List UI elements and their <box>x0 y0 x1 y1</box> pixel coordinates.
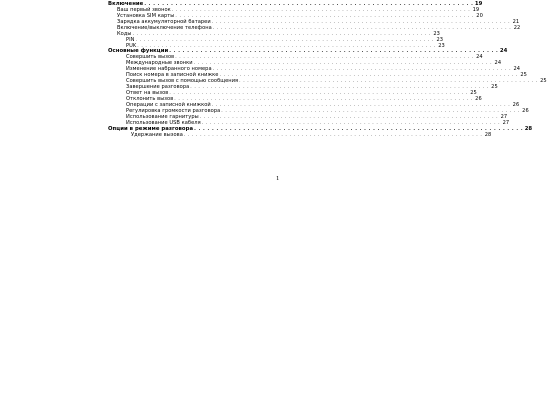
toc-entry-label: Использование USB кабеля <box>126 119 201 126</box>
toc-leader-dots: . . . . . . . . . . . . . . . . . . . . . . . . . . . . . . . . . . . . . . . . . . . . . . . . . . . . . . . . . . . . . . . . . . . . . . . . . . <box>144 1 474 7</box>
toc-leader-dots: . . . . . . . . . . . . . . . . . . . . . . . . . . . . . . . . . . . . . . . . . . . . . . . . . . . . . . . . . . . . . . . . . . . . . . . . . . <box>239 79 538 85</box>
toc-entry-page: 23 <box>433 30 440 37</box>
toc-entry-label: Регулировка громкости разговора <box>126 107 221 114</box>
toc-leader-dots: . . . . . . . . . . . . . . . . . . . . . . . . . . . . . . . . . . . . . . . . . . . . . . . . . . . . . . . . . . . . . . . . . . . . . . . . . . <box>174 96 473 102</box>
toc-entry-page: 24 <box>499 48 508 55</box>
toc-entry-page: 25 <box>491 84 498 91</box>
toc-entry-label: Завершение разговора <box>126 84 190 91</box>
toc-entry-page: 21 <box>512 18 520 25</box>
toc-leader-dots: . . . . . . . . . . . . . . . . . . . . . . . . . . . . . . . . . . . . . . . . . . . . . . . . . . . . . . . . . . . . . . . . . . . . . . . . . . <box>211 19 511 25</box>
toc-leader-dots: . . . . . . . . . . . . . . . . . . . . . . . . . . . . . . . . . . . . . . . . . . . . . . . . . . . . . . . . . . . . . . . . . . . . . . . . . . <box>175 13 474 19</box>
toc-leader-dots: . . . . . . . . . . . . . . . . . . . . . . . . . . . . . . . . . . . . . . . . . . . . . . . . . . . . . . . . . . . . . . . . . . . . . . . . . . <box>193 61 493 67</box>
toc-entry-page: 22 <box>513 24 521 31</box>
toc-entry-label: Основные функции <box>108 48 169 55</box>
toc-leader-dots: . . . . . . . . . . . . . . . . . . . . . . . . . . . . . . . . . . . . . . . . . . . . . . . . . . . . . . . . . . . . . . . . . . . . . . . . . . <box>211 102 511 108</box>
toc-entry-label: Опции в режиме разговора <box>108 125 194 132</box>
toc-entry-label: Включение/выключение телефона <box>117 24 212 31</box>
toc-entry-label: Отклонить вызов <box>126 95 174 102</box>
toc-entry-page: 26 <box>512 101 520 108</box>
toc-entry-page: 23 <box>436 36 444 43</box>
toc-entry-page: 23 <box>438 42 445 49</box>
toc-entry-label: Ваш первый звонок <box>117 6 171 13</box>
toc-entry-page: 19 <box>472 6 480 13</box>
toc-entry-page: 24 <box>494 60 502 67</box>
toc-leader-dots: . . . . . . . . . . . . . . . . . . . . . . . . . . . . . . . . . . . . . . . . . . . . . . . . . . . . . . . . . . . . . . . . . . . . . . . . . . <box>183 132 483 138</box>
toc-entry-page: 28 <box>484 131 492 138</box>
toc-entry-page: 19 <box>474 0 483 7</box>
toc-leader-dots: . . . . . . . . . . . . . . . . . . . . . . . . . . . . . . . . . . . . . . . . . . . . . . . . . . . . . . . . . . . . . . . . . . . . . . . . . . <box>135 37 435 43</box>
toc-leader-dots: . . . . . . . . . . . . . . . . . . . . . . . . . . . . . . . . . . . . . . . . . . . . . . . . . . . . . . . . . . . . . . . . . . . . . . . . . . <box>132 31 431 37</box>
toc-entry-page: 26 <box>475 95 482 102</box>
toc-entry-page: 24 <box>476 54 483 61</box>
toc-leader-dots: . . . . . . . . . . . . . . . . . . . . . . . . . . . . . . . . . . . . . . . . . . . . . . . . . . . . . . . . . . . . . . . . . . . . . . . . . . <box>201 120 501 126</box>
toc-entry-label: Удержание вызова <box>131 131 183 138</box>
toc-entry-label: Коды <box>117 30 132 37</box>
toc-entry-page: 27 <box>500 113 508 120</box>
toc-leader-dots: . . . . . . . . . . . . . . . . . . . . . . . . . . . . . . . . . . . . . . . . . . . . . . . . . . . . . . . . . . . . . . . . . . . . . . . . . . <box>169 49 499 55</box>
toc-entry-page: 25 <box>470 90 477 97</box>
toc-entry-label: Зарядка аккумуляторной батареи <box>117 18 211 25</box>
toc-entry-label: Ответ на вызов <box>126 90 169 97</box>
toc-entry-label: Совершить вызов <box>126 54 175 61</box>
toc-entry-page: 24 <box>513 66 521 73</box>
toc-entry-page: 25 <box>540 78 547 85</box>
toc-entry-page: 25 <box>520 72 527 79</box>
toc-leader-dots: . . . . . . . . . . . . . . . . . . . . . . . . . . . . . . . . . . . . . . . . . . . . . . . . . . . . . . . . . . . . . . . . . . . . . . . . . . <box>171 7 471 13</box>
toc-leader-dots: . . . . . . . . . . . . . . . . . . . . . . . . . . . . . . . . . . . . . . . . . . . . . . . . . . . . . . . . . . . . . . . . . . . . . . . . . . <box>194 126 524 132</box>
toc-leader-dots: . . . . . . . . . . . . . . . . . . . . . . . . . . . . . . . . . . . . . . . . . . . . . . . . . . . . . . . . . . . . . . . . . . . . . . . . . . <box>137 43 436 49</box>
toc-entry-label: PUK <box>126 42 137 49</box>
toc-entry-label: Установка SIM карты <box>117 12 175 19</box>
toc-leader-dots: . . . . . . . . . . . . . . . . . . . . . . . . . . . . . . . . . . . . . . . . . . . . . . . . . . . . . . . . . . . . . . . . . . . . . . . . . . <box>199 114 499 120</box>
toc-leader-dots: . . . . . . . . . . . . . . . . . . . . . . . . . . . . . . . . . . . . . . . . . . . . . . . . . . . . . . . . . . . . . . . . . . . . . . . . . . <box>169 91 468 97</box>
toc-entry-label: Включение <box>108 0 144 7</box>
toc-leader-dots: . . . . . . . . . . . . . . . . . . . . . . . . . . . . . . . . . . . . . . . . . . . . . . . . . . . . . . . . . . . . . . . . . . . . . . . . . . <box>175 55 474 61</box>
toc-entry-label: Операции с записной книжкой <box>126 101 211 108</box>
table-of-contents <box>108 0 547 139</box>
toc-entry-page: 26 <box>522 107 529 114</box>
toc-entry-label: Поиск номера в записной книжке <box>126 72 219 79</box>
toc-entry-label: Совершить вызов с помощью сообщения <box>126 78 239 85</box>
toc-entry-label: Международные звонки <box>126 60 193 67</box>
toc-leader-dots: . . . . . . . . . . . . . . . . . . . . . . . . . . . . . . . . . . . . . . . . . . . . . . . . . . . . . . . . . . . . . . . . . . . . . . . . . . <box>221 108 520 114</box>
toc-leader-dots: . . . . . . . . . . . . . . . . . . . . . . . . . . . . . . . . . . . . . . . . . . . . . . . . . . . . . . . . . . . . . . . . . . . . . . . . . . <box>219 73 518 79</box>
toc-leader-dots: . . . . . . . . . . . . . . . . . . . . . . . . . . . . . . . . . . . . . . . . . . . . . . . . . . . . . . . . . . . . . . . . . . . . . . . . . . <box>212 67 512 73</box>
toc-leader-dots: . . . . . . . . . . . . . . . . . . . . . . . . . . . . . . . . . . . . . . . . . . . . . . . . . . . . . . . . . . . . . . . . . . . . . . . . . . <box>190 85 489 91</box>
toc-entry-page: 27 <box>502 119 510 126</box>
toc-entry-page: 28 <box>524 125 533 132</box>
toc-entry-label: Изменение набранного номера <box>126 66 212 73</box>
toc-leader-dots: . . . . . . . . . . . . . . . . . . . . . . . . . . . . . . . . . . . . . . . . . . . . . . . . . . . . . . . . . . . . . . . . . . . . . . . . . . <box>212 25 512 31</box>
toc-entry-page: 20 <box>476 12 483 19</box>
toc-entry-label: PIN <box>126 36 135 43</box>
toc-entry-label: Использование гарнитуры <box>126 113 199 120</box>
page-number: 1 <box>276 176 280 182</box>
toc-entry[interactable] <box>108 131 492 139</box>
